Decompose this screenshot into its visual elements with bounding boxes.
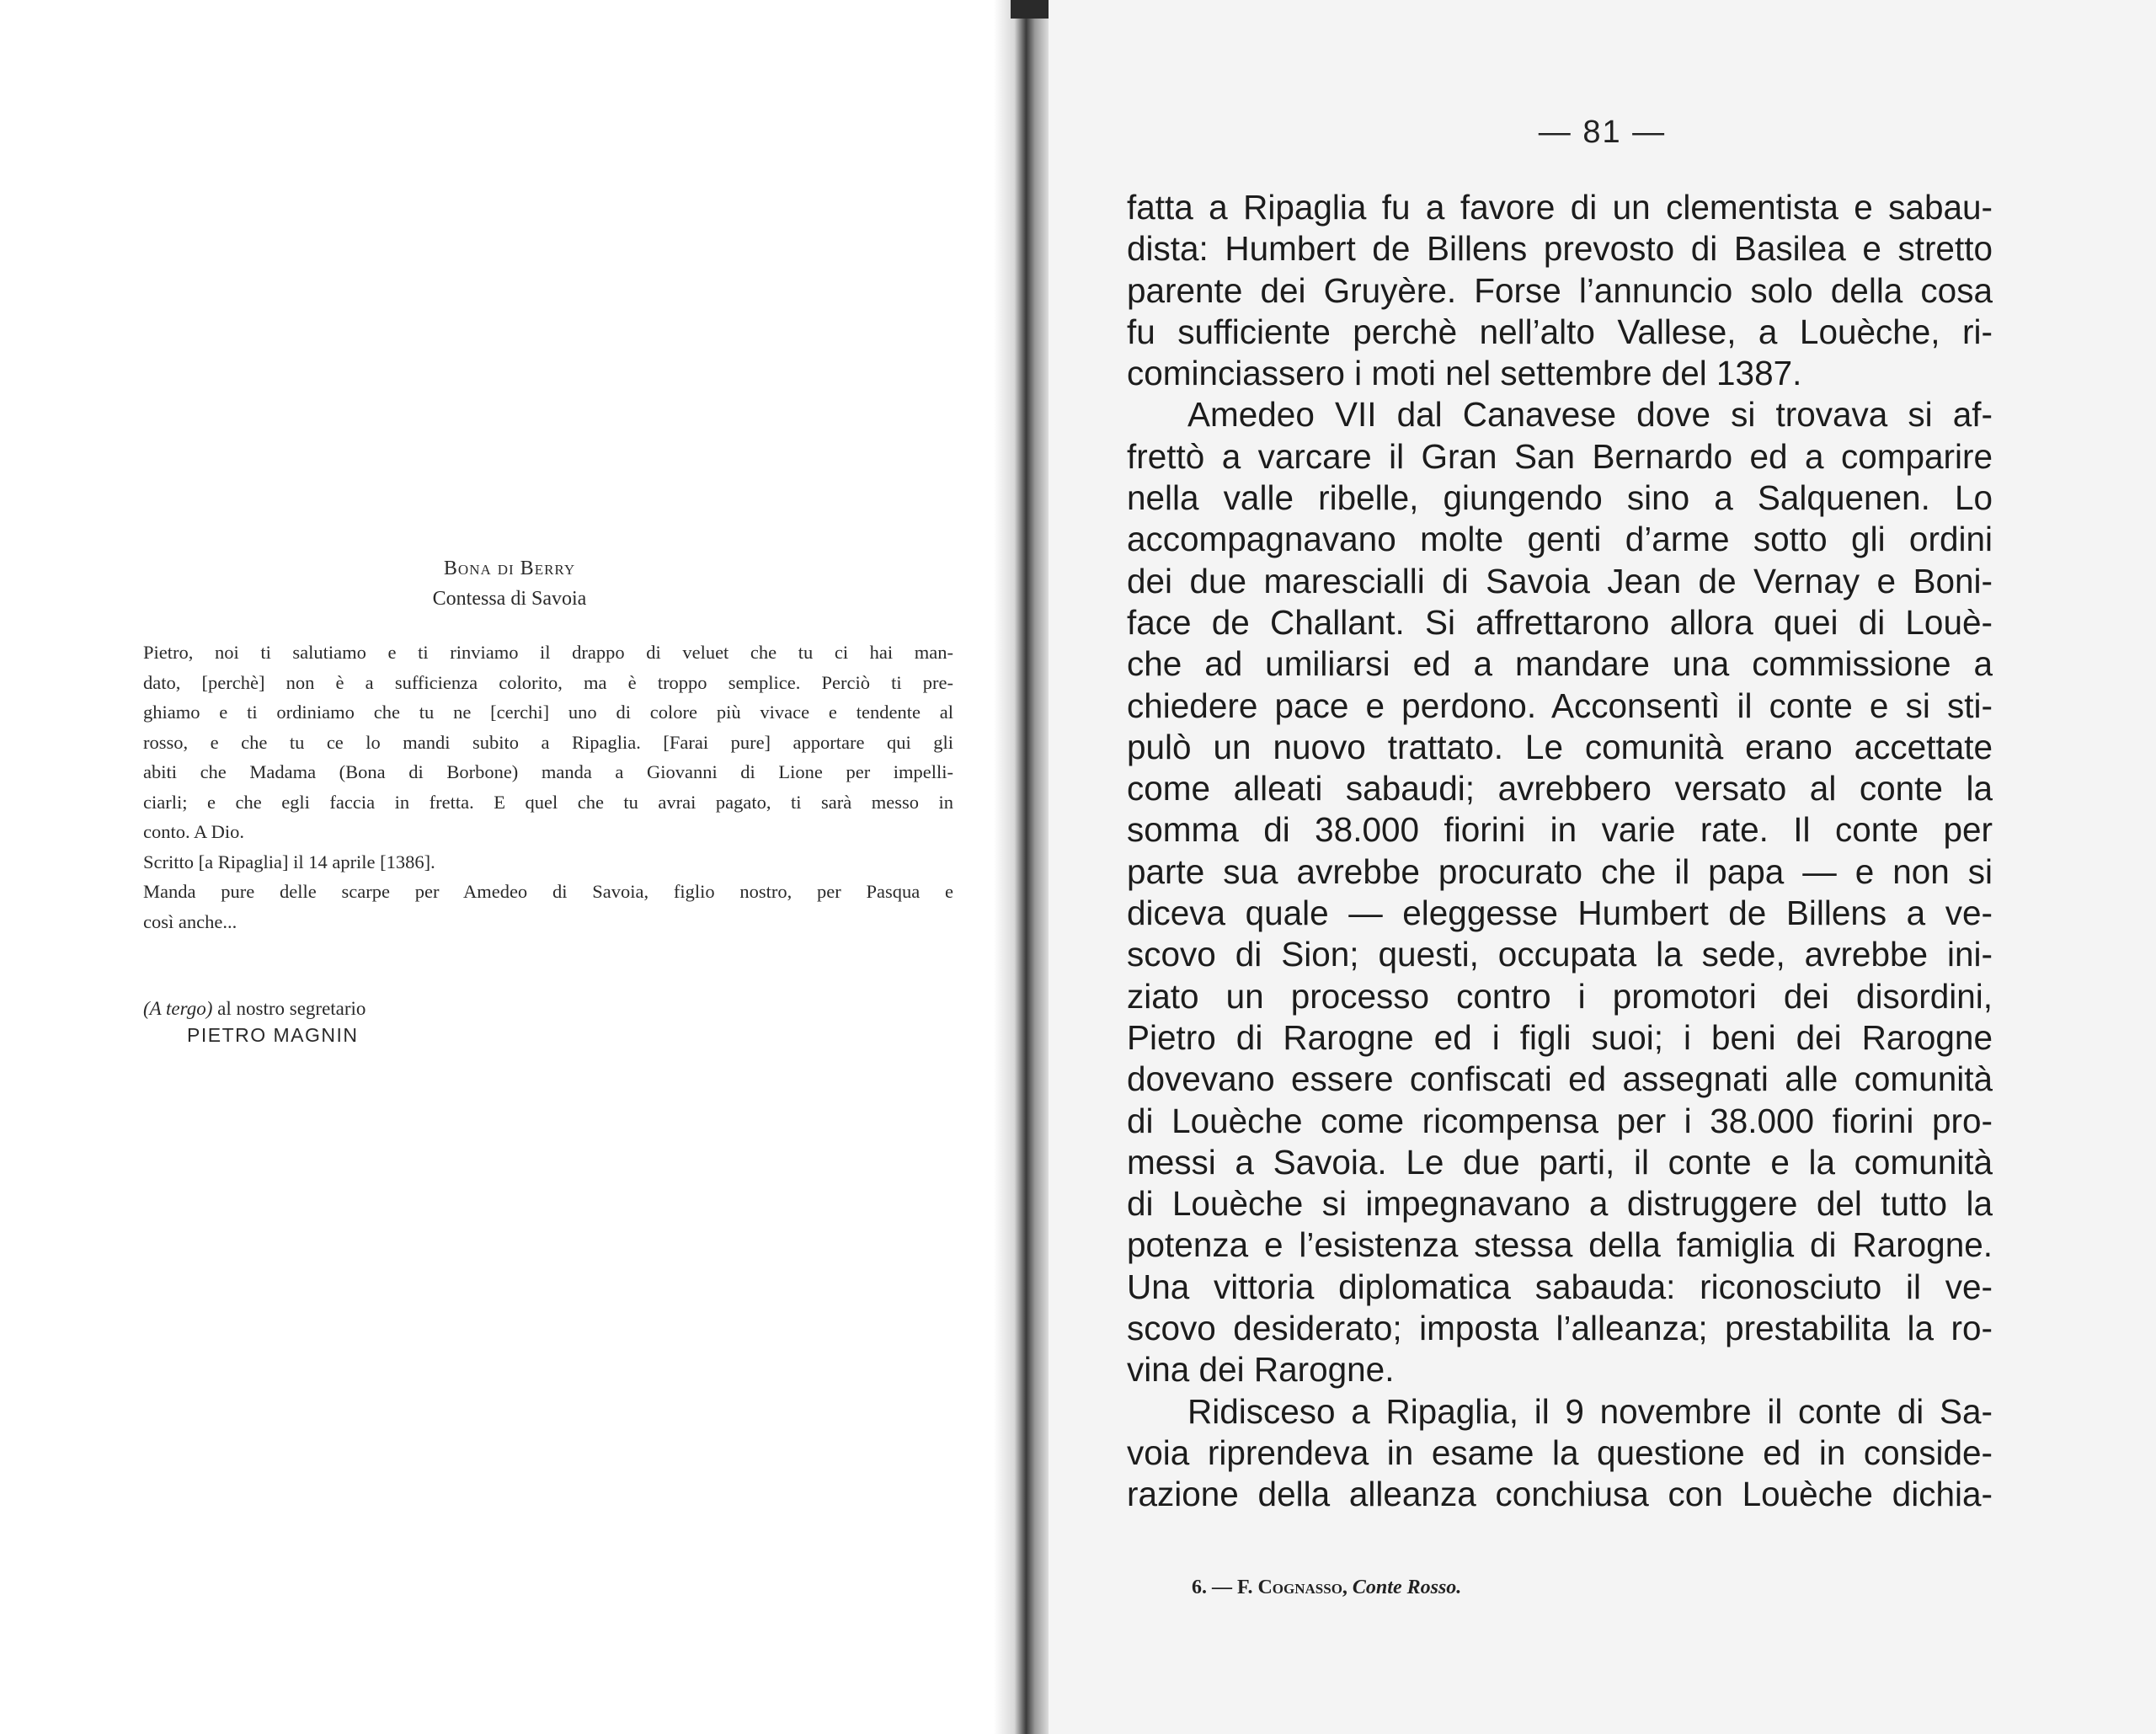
postscript-line: così anche... xyxy=(143,910,237,932)
address-recipient-name: PIETRO MAGNIN xyxy=(187,1024,359,1046)
letter-author-name: Bona di Berry xyxy=(443,558,576,579)
book-gutter xyxy=(994,0,1053,1734)
page-footer xyxy=(1192,1577,1461,1599)
text-line: ziato un processo contro i promotori dei disordini, xyxy=(1127,976,1993,1016)
letter-address xyxy=(143,994,366,1024)
letter-postscript xyxy=(143,877,953,936)
footer-signature: 6. — xyxy=(1192,1577,1237,1598)
letter-line: ciarli; e che egli faccia in fretta. E quel che tu avrai pagato, ti sarà messo in xyxy=(143,791,953,813)
letter-line: Pietro, noi ti salutiamo e ti rinviamo il drappo di velu​et che tu ci hai man- xyxy=(143,642,953,663)
footer-title: Conte Rosso. xyxy=(1352,1577,1462,1598)
text-line: Amedeo VII dal Canavese dove si trovava si af- xyxy=(1187,395,1993,435)
left-page xyxy=(0,0,1019,1734)
letter-date-line: Scritto [a Ripaglia] il 14 aprile [1386]. xyxy=(143,851,435,872)
letter-line: ghiamo e ti ordiniamo che tu ne [cerchi] uno di colore più vivace e tendente al xyxy=(143,702,953,723)
letter-line: conto. A Dio. xyxy=(143,821,245,842)
text-line: diceva quale — eleggesse Humbert de Billens a ve- xyxy=(1127,894,1993,933)
text-line: accompagnavano molte genti d’arme sotto gli ordini xyxy=(1127,520,1993,559)
text-line: dei due marescialli di Savoia Jean de Vernay e Boni- xyxy=(1127,561,1993,600)
letter-line: rosso, e che tu ce lo mandi subito a Ripaglia. [Farai pure] apportare qui gli xyxy=(143,731,953,753)
text-line: scovo di Sion; questi, occupata la sede, avrebbe ini- xyxy=(1127,935,1993,974)
text-line: face de Challant. Si affrettarono allora quei di Louè- xyxy=(1127,602,1993,642)
text-line: messi a Savoia. Le due parti, il conte e la comunità xyxy=(1127,1142,1993,1182)
text-line: dovevano essere confiscati ed assegnati alle comunità xyxy=(1127,1059,1993,1099)
text-line: parente dei Gruyère. Forse l’annuncio solo della cosa xyxy=(1127,270,1993,310)
text-line: nella valle ribelle, giungendo sino a Salquenen. Lo xyxy=(1127,478,1993,518)
letter-paragraph xyxy=(143,638,953,847)
footer-author: F. Cognasso, xyxy=(1237,1577,1348,1598)
text-line: fu sufficiente perchè nell’alto Vallese, a Louèche, ri- xyxy=(1127,312,1993,351)
letter-line: dato, [perchè] non è a sufficienza colorito, ma è troppo semplice. Perciò ti pre- xyxy=(143,671,953,693)
text-line: fatta a Ripaglia fu a favore di un clementista e sabau- xyxy=(1127,188,1993,227)
letter-author-title: Contessa di Savoia xyxy=(432,588,587,610)
text-line: parte sua avrebbe procurato che il papa — e non si xyxy=(1127,851,1993,891)
address-prefix: (A tergo) xyxy=(143,998,213,1019)
text-line: di Louèche come ricompensa per i 38.000 fiorini pro- xyxy=(1127,1101,1993,1140)
text-line: Ridisceso a Ripaglia, il 9 novembre il conte di Sa- xyxy=(1187,1391,1993,1431)
text-line: Pietro di Rarogne ed i figli suoi; i beni dei Rarogne xyxy=(1127,1017,1993,1057)
text-line: voia riprendeva in esame la questione ed in conside- xyxy=(1127,1433,1993,1472)
text-line: potenza e l’esistenza stessa della famiglia di Rarogne. xyxy=(1127,1225,1993,1265)
text-line: come alleati sabaudi; avrebbero versato al conte la xyxy=(1127,769,1993,808)
postscript-line: Manda pure delle scarpe per Amedeo di Savoia, figlio nostro, per Pasqua e xyxy=(143,881,953,902)
text-line: cominciassero i moti nel settembre del 1387. xyxy=(1127,354,1802,393)
text-line: frettò a varcare il Gran San Bernardo ed a comparire xyxy=(1127,436,1993,476)
text-line: scovo desiderato; imposta l’alleanza; prestabilita la ro- xyxy=(1127,1309,1993,1348)
text-line: chiedere pace e perdono. Acconsentì il conte e si sti- xyxy=(1127,686,1993,725)
page-number: — 81 — xyxy=(1538,115,1667,150)
text-line: somma di 38.000 fiorini in varie rate. Il conte per xyxy=(1127,810,1993,850)
text-line: di Louèche si impegnavano a distruggere del tutto la xyxy=(1127,1184,1993,1224)
text-line: pulò un nuovo trattato. Le comunità erano accettate xyxy=(1127,727,1993,766)
letter-body xyxy=(143,638,953,936)
text-line: dista: Humbert de Billens prevosto di Basilea e stretto xyxy=(1127,229,1993,269)
text-line: razione della alleanza conchiusa con Louèche dichia- xyxy=(1127,1475,1993,1514)
text-line: vina dei Rarogne. xyxy=(1127,1350,1395,1390)
address-text: al nostro segretario xyxy=(212,998,366,1019)
text-line: che ad umiliarsi ed a mandare una commissione a xyxy=(1127,644,1993,684)
main-text-body xyxy=(1127,187,1993,1516)
text-line: Una vittoria diplomatica sabauda: riconosciuto il ve- xyxy=(1127,1267,1993,1306)
letter-line: abiti che Madama (Bona di Borbone) manda a Giovanni di Lione per impelli- xyxy=(143,761,953,782)
